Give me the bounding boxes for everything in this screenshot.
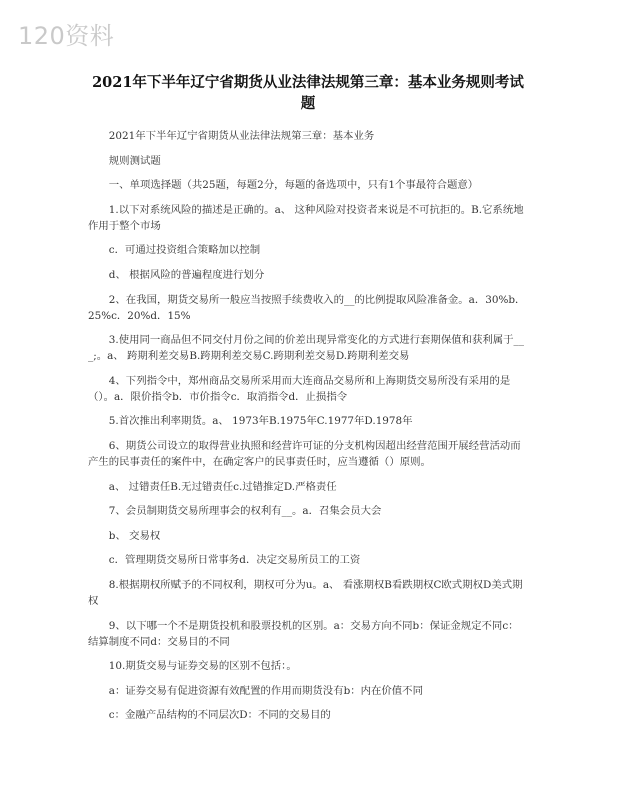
option-paragraph: c：金融产品结构的不同层次D：不同的交易目的 xyxy=(108,709,331,722)
paragraph: 2021年下半年辽宁省期货从业法律法规第三章：基本业务 xyxy=(108,130,375,142)
paragraph: 一、单项选择题（共25题，每题2分，每题的备选项中，只有1个事最符合题意） xyxy=(108,179,479,192)
question-paragraph: 3.使用同一商品但不同交付月份之间的价差出现异常变化的方式进行套期保值和获利属于___;。a、 跨期利差交易B.跨期利差交易C.跨期利差交易D.跨期利差交易 xyxy=(88,334,524,363)
question-paragraph: 8.根据期权所赋予的不同权利，期权可分为u。a、 看涨期权B看跌期权C欧式期权D美式期权 xyxy=(88,578,523,607)
question-paragraph: 10.期货交易与证券交易的区别不包括：。 xyxy=(108,660,297,673)
option-paragraph: d、 根据风险的普遍程度进行划分 xyxy=(108,268,265,281)
question-paragraph: 5.首次推出利率期货。a、 1973年B.1975年C.1977年D.1978年 xyxy=(108,415,413,428)
option-paragraph: a：证券交易有促进资源有效配置的作用而期货没有b：内在价值不同 xyxy=(108,684,423,697)
question-paragraph: 7、会员制期货交易所理事会的权利有__。a．召集会员大会 xyxy=(108,505,382,518)
document-page xyxy=(88,72,528,732)
paragraph: 规则测试题 xyxy=(108,154,161,167)
option-paragraph: c．管理期货交易所日常事务d．决定交易所员工的工资 xyxy=(108,554,361,567)
option-paragraph: c．可通过投资组合策略加以控制 xyxy=(108,244,261,257)
question-paragraph: 4、下列指令中，郑州商品交易所采用而大连商品交易所和上海期货交易所没有采用的是（）。a．限价指令b．市价指令c．取消指令d．止损指令 xyxy=(88,374,511,403)
document-body xyxy=(88,128,528,723)
question-paragraph: 9、以下哪一个不是期货投机和股票投机的区别。a：交易方向不同b：保证金规定不同c：结算制度不同d：交易目的不同 xyxy=(88,619,519,648)
option-paragraph: b、 交易权 xyxy=(108,529,161,542)
question-paragraph: 6、期货公司设立的取得营业执照和经营许可证的分支机构因超出经营范围开展经营活动而产生的民事责任的案件中，在确定客户的民事责任时，应当遵循（）原则。 xyxy=(88,439,521,468)
option-paragraph: a、 过错责任B.无过错责任c.过错推定D.严格责任 xyxy=(108,480,337,493)
document-title: 2021年下半年辽宁省期货从业法律法规第三章：基本业务规则考试题 xyxy=(92,74,524,112)
watermark-logo: 120资料 xyxy=(18,22,115,50)
question-paragraph: 1.以下对系统风险的描述是正确的。a、 这种风险对投资者来说是不可抗拒的。B.它系统地作用于整个市场 xyxy=(88,203,524,232)
question-paragraph: 2、在我国，期货交易所一般应当按照手续费收入的__的比例提取风险准备金。a．30%b．25%c．20%d．15% xyxy=(88,293,526,322)
